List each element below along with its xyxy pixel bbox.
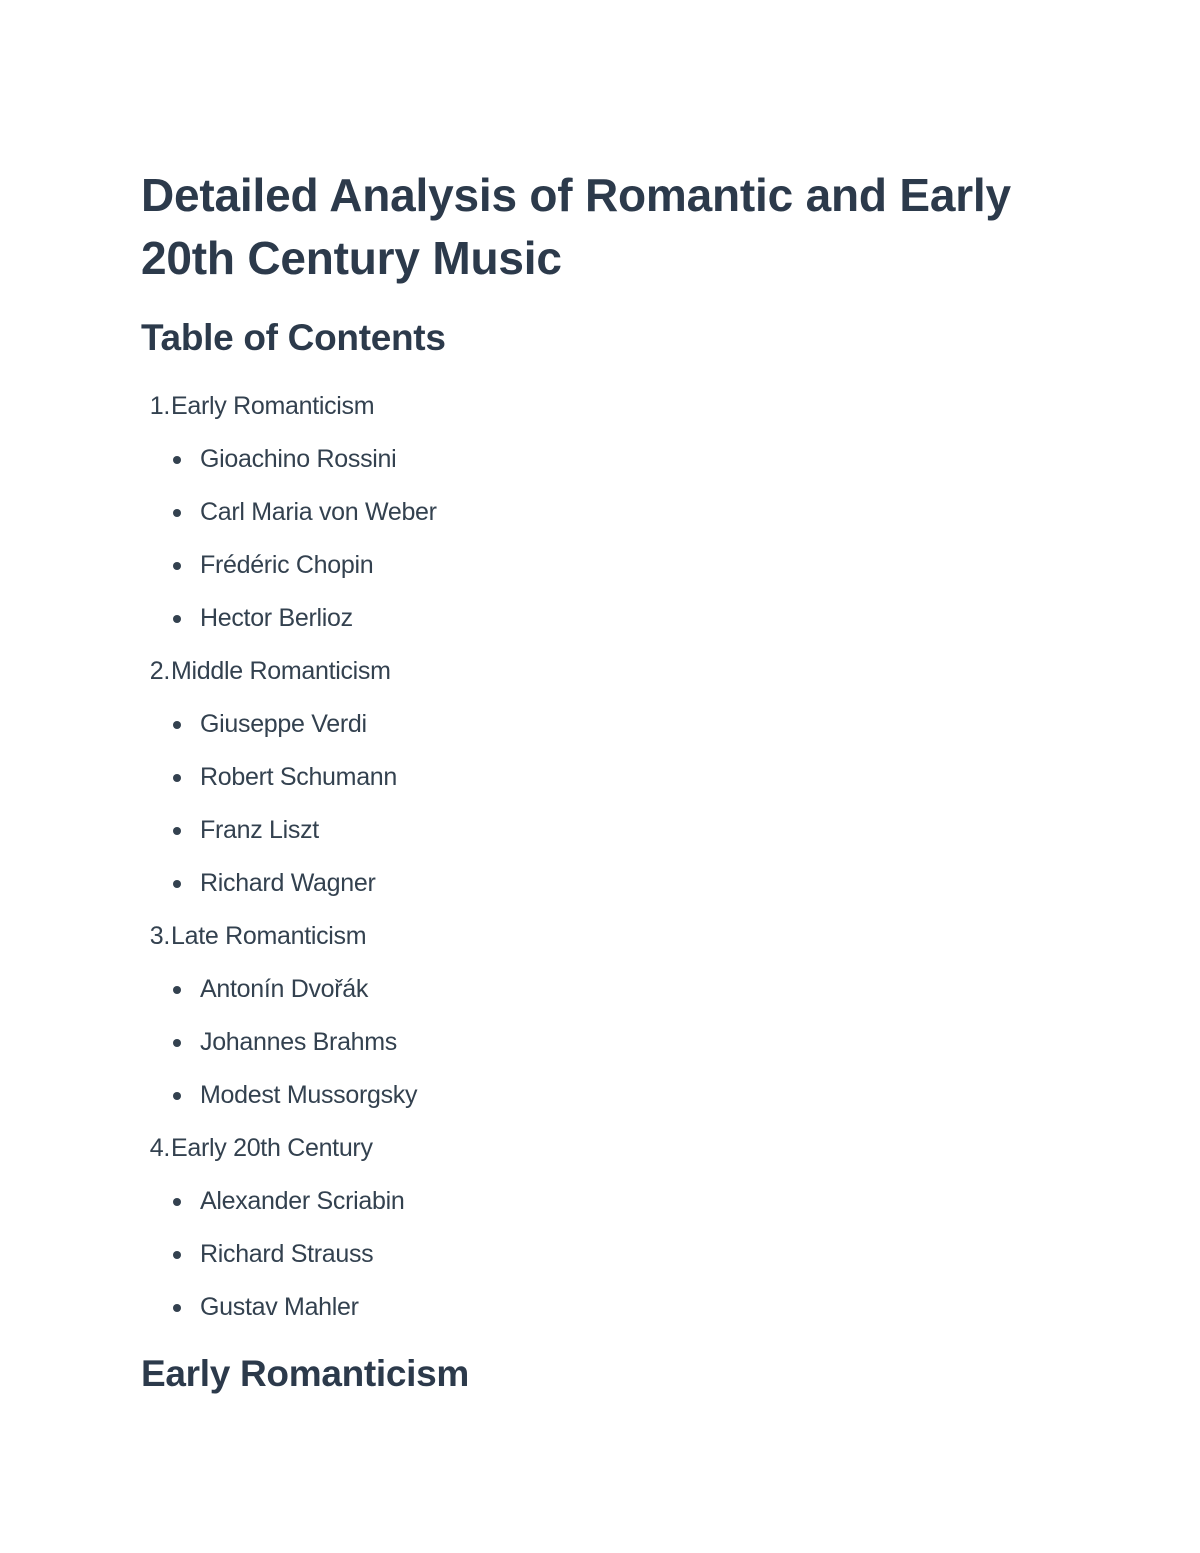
toc-subitem[interactable] <box>141 1073 1041 1126</box>
bullet-icon <box>173 1198 181 1206</box>
toc-subitem-label: Antonín Dvořák <box>200 975 369 1003</box>
bullet-icon <box>173 1039 181 1047</box>
toc-subitem[interactable] <box>141 808 1041 861</box>
section-heading-early-romanticism: Early Romanticism <box>141 1353 470 1394</box>
toc-subitem-label: Carl Maria von Weber <box>200 498 437 526</box>
toc-subitem-label: Robert Schumann <box>200 763 398 791</box>
toc-item-number: 3. <box>149 922 170 950</box>
toc-subitem[interactable] <box>141 1285 1041 1338</box>
toc-subitem-label: Richard Wagner <box>200 869 376 897</box>
bullet-icon <box>173 1092 181 1100</box>
toc-subitem[interactable] <box>141 596 1041 649</box>
bullet-icon <box>173 1251 181 1259</box>
toc-subitem[interactable] <box>141 490 1041 543</box>
bullet-icon <box>173 774 181 782</box>
bullet-icon <box>173 880 181 888</box>
toc-subitem[interactable] <box>141 861 1041 914</box>
toc-subitem[interactable] <box>141 1232 1041 1285</box>
toc-subitem[interactable] <box>141 1179 1041 1232</box>
toc-subitem-label: Giuseppe Verdi <box>200 710 367 738</box>
bullet-icon <box>173 986 181 994</box>
toc-subitem-label: Franz Liszt <box>200 816 319 844</box>
bullet-icon <box>173 827 181 835</box>
bullet-icon <box>173 509 181 517</box>
toc-subitem[interactable] <box>141 702 1041 755</box>
table-of-contents <box>141 384 1041 1338</box>
bullet-icon <box>173 456 181 464</box>
toc-group-middle-romanticism <box>141 649 1041 914</box>
toc-item-number: 4. <box>149 1134 170 1162</box>
toc-subitem[interactable] <box>141 543 1041 596</box>
toc-item[interactable] <box>141 649 1041 702</box>
toc-item-label: Early Romanticism <box>171 392 375 420</box>
toc-subitem-label: Alexander Scriabin <box>200 1187 405 1215</box>
bullet-icon <box>173 615 181 623</box>
toc-item-label: Middle Romanticism <box>171 657 391 685</box>
toc-item[interactable] <box>141 914 1041 967</box>
toc-subitem-label: Richard Strauss <box>200 1240 374 1268</box>
toc-subitem[interactable] <box>141 437 1041 490</box>
toc-item-label: Early 20th Century <box>171 1134 373 1162</box>
toc-item[interactable] <box>141 384 1041 437</box>
toc-subitem-label: Modest Mussorgsky <box>200 1081 418 1109</box>
toc-subitem-label: Johannes Brahms <box>200 1028 398 1056</box>
toc-heading: Table of Contents <box>141 317 446 358</box>
toc-subitem-label: Frédéric Chopin <box>200 551 374 579</box>
toc-item[interactable] <box>141 1126 1041 1179</box>
toc-group-early-20th-century <box>141 1126 1041 1338</box>
toc-subitem[interactable] <box>141 1020 1041 1073</box>
bullet-icon <box>173 1304 181 1312</box>
bullet-icon <box>173 721 181 729</box>
toc-subitem-label: Gustav Mahler <box>200 1293 359 1321</box>
toc-subitem[interactable] <box>141 967 1041 1020</box>
toc-subitem-label: Hector Berlioz <box>200 604 353 632</box>
toc-subitem-label: Gioachino Rossini <box>200 445 397 473</box>
toc-subitem[interactable] <box>141 755 1041 808</box>
document-title: Detailed Analysis of Romantic and Early 20th Century Music <box>141 169 1011 284</box>
toc-item-number: 2. <box>149 657 170 685</box>
toc-item-label: Late Romanticism <box>171 922 367 950</box>
toc-group-early-romanticism <box>141 384 1041 649</box>
toc-group-late-romanticism <box>141 914 1041 1126</box>
bullet-icon <box>173 562 181 570</box>
toc-item-number: 1. <box>149 392 170 420</box>
